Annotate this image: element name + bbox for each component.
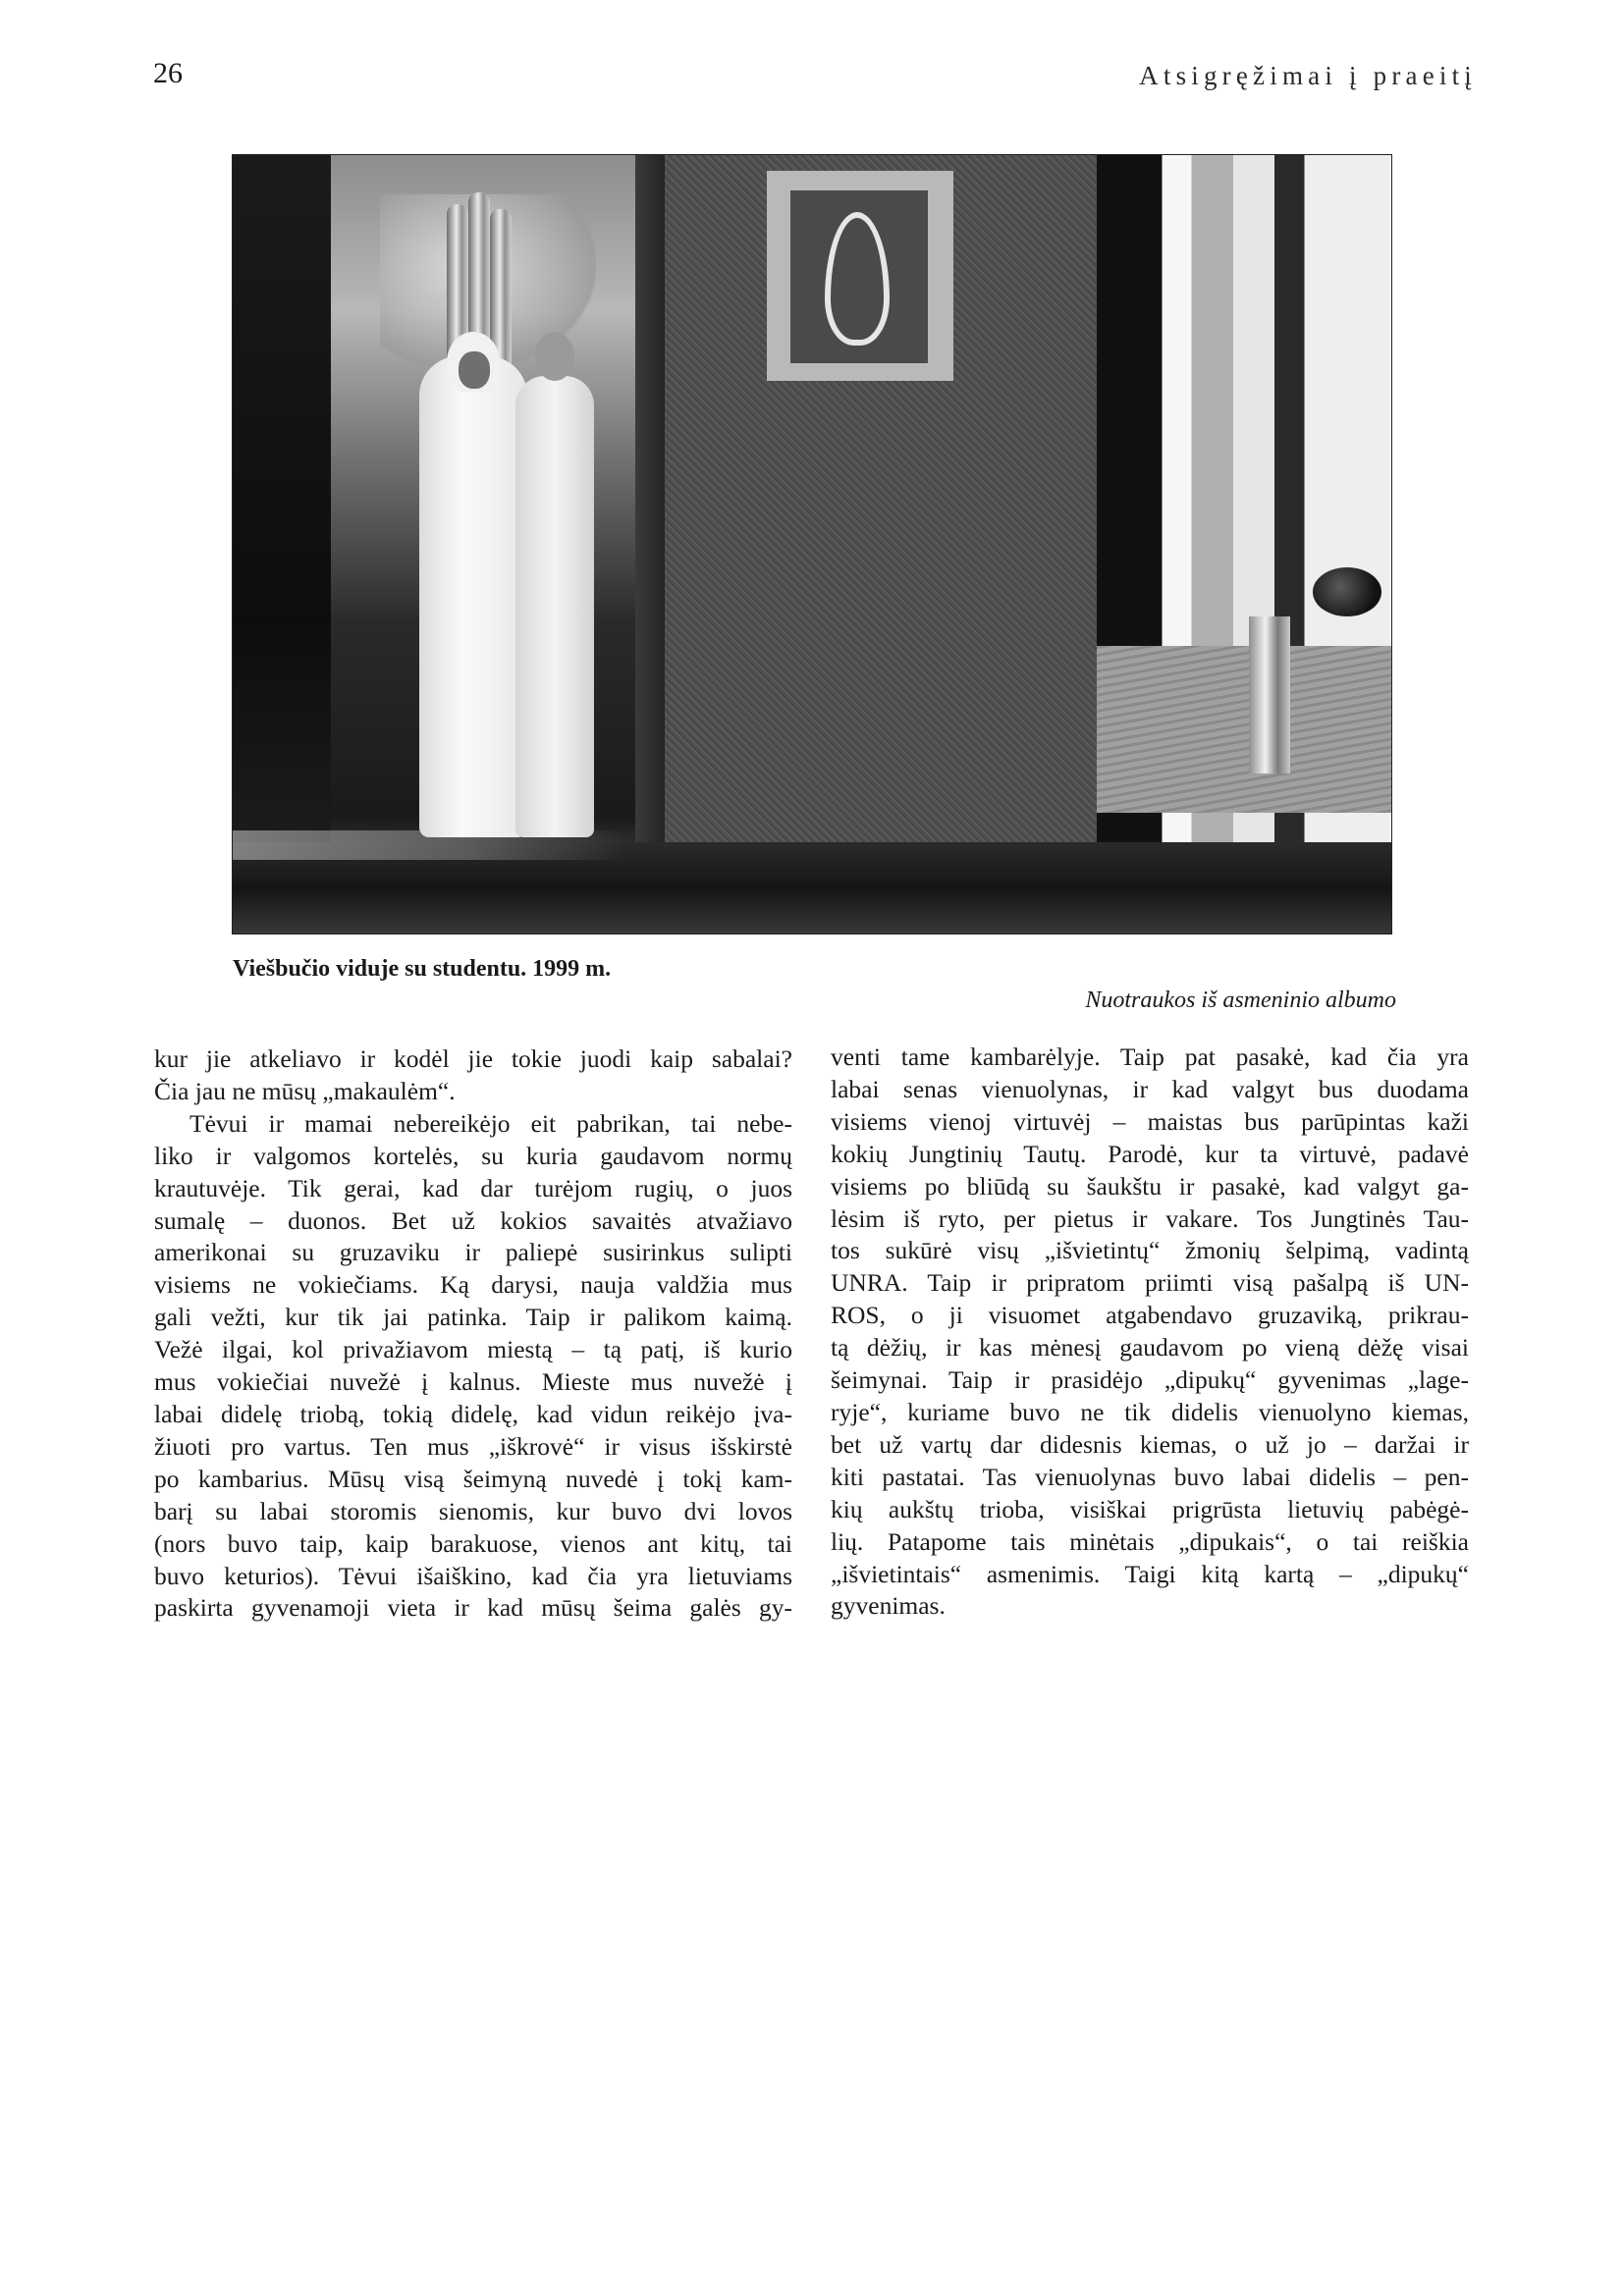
photo-paved-floor [1097, 646, 1392, 813]
text-line: lių. Patapome tais minėtais „dipukais“, o tai reiškia [831, 1526, 1469, 1556]
text-line: labai didelę triobą, tokią didelę, kad vidun reikėjo įva- [154, 1399, 792, 1428]
text-line: liko ir valgomos kortelės, su kuria gaudavom normų [154, 1141, 792, 1170]
text-line: Tėvui ir mamai nebereikėjo eit pabrikan, tai nebe- [189, 1108, 792, 1138]
text-line: sumalę – duonos. Bet už kokios savaitės atvažiavo [154, 1205, 792, 1235]
photo-waste-bin [1249, 616, 1290, 774]
text-line: visiems ne vokiečiams. Ką darysi, nauja valdžia mus [154, 1270, 792, 1300]
text-line: krautuvėje. Tik gerai, kad dar turėjom rugių, o juos [154, 1173, 792, 1202]
photo-person-right [515, 376, 594, 837]
text-column-left [154, 1043, 792, 1625]
text-line: kur jie atkeliavo ir kodėl jie tokie juodi kaip sabalai? [154, 1044, 792, 1073]
text-line: visiems vienoj virtuvėj – maistas bus parūpintas kaži [831, 1106, 1469, 1136]
photo [232, 154, 1392, 934]
text-line: labai senas vienuolynas, ir kad valgyt bus duodama [831, 1074, 1469, 1103]
text-line: UNRA. Taip ir pripratom priimti visą pašalpą iš UN- [831, 1268, 1469, 1298]
text-line: mus vokiečiai nuvežė į kalnus. Mieste mus nuvežė į [154, 1367, 792, 1397]
text-line: Čia jau ne mūsų „makaulėm“. [154, 1076, 456, 1105]
photo-person-right-head [535, 332, 574, 381]
text-line: visiems po bliūdą su šaukštu ir pasakė, kad valgyt ga- [831, 1171, 1469, 1201]
text-line: gali vežti, kur tik jai patinka. Taip ir palikom kaimą. [154, 1303, 792, 1332]
text-line: tą dėžių, ir kas mėnesį gaudavom po vieną dėžę visai [831, 1333, 1469, 1362]
text-line: ryje“, kuriame buvo ne tik didelis vienuolyno kiemas, [831, 1397, 1469, 1426]
photo-credit: Nuotraukos iš asmeninio albumo [1085, 988, 1396, 1013]
text-line: kių aukštų trioba, visiškai prigrūsta lietuvių pabėgė- [831, 1494, 1469, 1523]
page-number: 26 [153, 57, 183, 89]
text-line: buvo keturios). Tėvui išaiškino, kad čia yra lietuviams [154, 1561, 792, 1590]
text-line: bet už vartų dar didesnis kiemas, o už jo – daržai ir [831, 1429, 1469, 1459]
text-line: žiuoti pro vartus. Ten mus „iškrovė“ ir visus išskirstė [154, 1431, 792, 1461]
photo-person-left [419, 356, 527, 837]
text-line: tos sukūrė visų „išvietintų“ žmonių šelpimą, vadintą [831, 1236, 1469, 1265]
text-line: lėsim iš ryto, per pietus ir vakare. Tos Jungtinės Tau- [831, 1203, 1469, 1233]
photo-person-left-face [459, 351, 490, 389]
text-line: šeimynai. Taip ir prasidėjo „dipukų“ gyvenimas „lage- [831, 1365, 1469, 1395]
text-column-right [831, 1041, 1469, 1623]
text-line: „išvietintais“ asmenimis. Taigi kitą kartą – „dipukų“ [831, 1559, 1469, 1588]
photo-planter [1313, 567, 1381, 616]
text-line: (nors buvo taip, kaip barakuose, vienos ant kitų, tai [154, 1528, 792, 1558]
text-line: Vežė ilgai, kol privažiavom miestą – tą patį, iš kurio [154, 1335, 792, 1364]
text-line: kokių Jungtinių Tautų. Parodė, kur ta virtuvė, padavė [831, 1139, 1469, 1168]
running-title: Atsigręžimai į praeitį [1139, 61, 1477, 90]
text-line: barį su labai storomis sienomis, kur buvo dvi lovos [154, 1496, 792, 1525]
text-line: amerikonai su gruzaviku ir paliepė susirinkus sulipti [154, 1238, 792, 1267]
text-line: ROS, o ji visuomet atgabendavo gruzaviką, prikrau- [831, 1301, 1469, 1330]
photo-mirrored-columns [1097, 155, 1392, 934]
text-line: kiti pastatai. Tas vienuolynas buvo labai didelis – pen- [831, 1462, 1469, 1491]
text-line: venti tame kambarėlyje. Taip pat pasakė, kad čia yra [831, 1042, 1469, 1071]
text-line: gyvenimas. [831, 1591, 946, 1621]
text-line: paskirta gyvenamoji vieta ir kad mūsų šeima galės gy- [154, 1593, 792, 1623]
figure-caption: Viešbučio viduje su studentu. 1999 m. [233, 956, 612, 982]
text-line: po kambarius. Mūsų visą šeimyną nuvedė į tokį kam- [154, 1464, 792, 1493]
